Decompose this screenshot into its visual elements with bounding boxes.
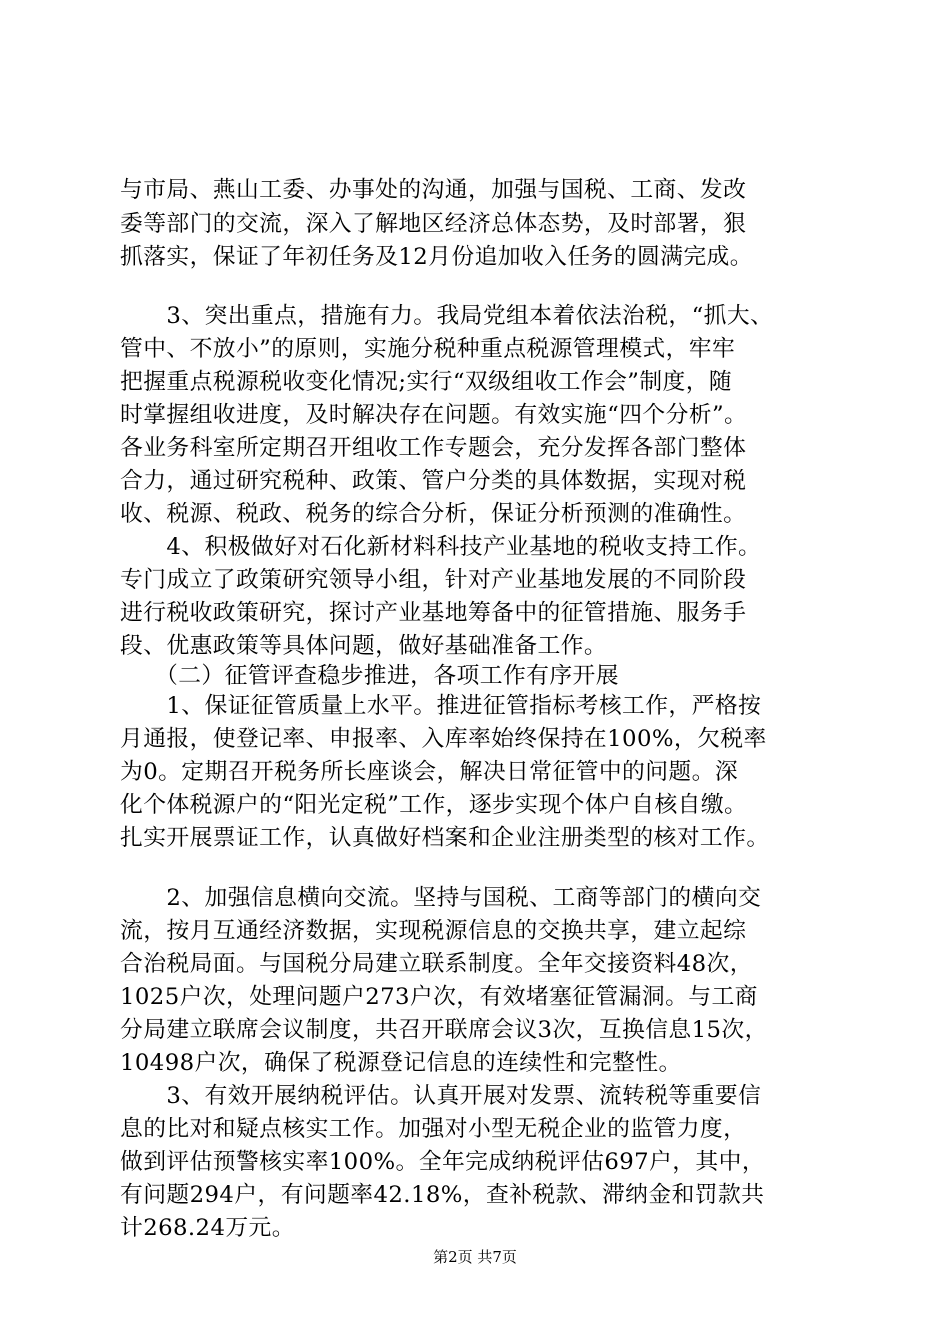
body-line: 2、加强信息横向交流。坚持与国税、工商等部门的横向交 <box>120 885 762 911</box>
section-heading: （二）征管评查稳步推进，各项工作有序开展 <box>120 663 619 689</box>
body-line: 有问题294户，有问题率42.18%，查补税款、滞纳金和罚款共 <box>120 1182 765 1208</box>
body-line: 3、有效开展纳税评估。认真开展对发票、流转税等重要信 <box>120 1083 762 1109</box>
body-line: 把握重点税源税收变化情况;实行“双级组收工作会”制度，随 <box>120 369 733 395</box>
page-number-footer: 第2页 共7页 <box>433 1248 517 1266</box>
body-line: 段、优惠政策等具体问题，做好基础准备工作。 <box>120 633 608 659</box>
body-line: 流，按月互通经济数据，实现税源信息的交换共享，建立起综 <box>120 918 747 944</box>
body-line: 为0。定期召开税务所长座谈会，解决日常征管中的问题。深 <box>120 759 739 785</box>
body-line: 合力，通过研究税种、政策、管户分类的具体数据，实现对税 <box>120 468 747 494</box>
body-line: 管中、不放小”的原则，实施分税种重点税源管理模式，牢牢 <box>120 336 736 362</box>
body-line: 化个体税源户的“阳光定税”工作，逐步实现个体户自核自缴。 <box>120 792 748 818</box>
body-line: 1、保证征管质量上水平。推进征管指标考核工作，严格按 <box>120 693 762 719</box>
body-line: 月通报，使登记率、申报率、入库率始终保持在100%，欠税率 <box>120 726 767 752</box>
body-line: 抓落实，保证了年初任务及12月份追加收入任务的圆满完成。 <box>120 244 753 270</box>
body-line: 专门成立了政策研究领导小组，针对产业基地发展的不同阶段 <box>120 567 747 593</box>
body-line: 计268.24万元。 <box>120 1215 295 1241</box>
body-line: 收、税源、税政、税务的综合分析，保证分析预测的准确性。 <box>120 501 747 527</box>
body-line: 扎实开展票证工作，认真做好档案和企业注册类型的核对工作。 <box>120 825 770 851</box>
body-line: 时掌握组收进度，及时解决存在问题。有效实施“四个分析”。 <box>120 402 748 428</box>
body-line: 4、积极做好对石化新材料科技产业基地的税收支持工作。 <box>120 534 762 560</box>
body-line: 委等部门的交流，深入了解地区经济总体态势，及时部署，狠 <box>120 211 747 237</box>
body-line: 合治税局面。与国税分局建立联系制度。全年交接资料48次， <box>120 951 753 977</box>
body-line: 息的比对和疑点核实工作。加强对小型无税企业的监管力度， <box>120 1116 747 1142</box>
body-line: 进行税收政策研究，探讨产业基地筹备中的征管措施、服务手 <box>120 600 747 626</box>
body-line: 各业务科室所定期召开组收工作专题会，充分发挥各部门整体 <box>120 435 747 461</box>
body-line: 与市局、燕山工委、办事处的沟通，加强与国税、工商、发改 <box>120 177 747 203</box>
body-line: 1025户次，处理问题户273户次，有效堵塞征管漏洞。与工商 <box>120 984 758 1010</box>
body-line: 分局建立联席会议制度，共召开联席会议3次，互换信息15次， <box>120 1017 768 1043</box>
body-line: 做到评估预警核实率100%。全年完成纳税评估697户，其中， <box>120 1149 766 1175</box>
body-line: 3、突出重点，措施有力。我局党组本着依法治税，“抓大、 <box>120 303 774 329</box>
body-line: 10498户次，确保了税源登记信息的连续性和完整性。 <box>120 1050 682 1076</box>
